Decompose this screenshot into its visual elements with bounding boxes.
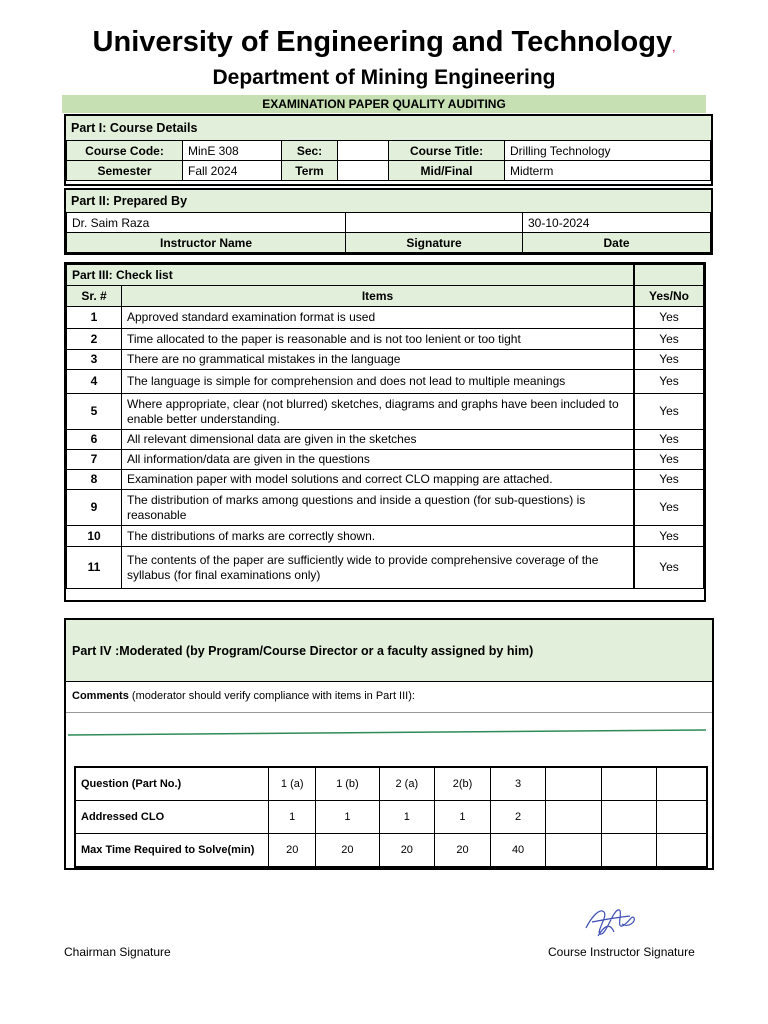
- question-clo-cell: 20: [379, 834, 434, 868]
- question-clo-cell: [657, 767, 707, 801]
- checklist-item: The distributions of marks are correctly shown.: [122, 526, 635, 547]
- sec-label: Sec:: [282, 141, 338, 161]
- checklist-row: [67, 450, 704, 470]
- question-clo-cell: [546, 801, 602, 834]
- question-clo-cell: 40: [491, 834, 546, 868]
- course-code-label: Course Code:: [67, 141, 183, 161]
- question-clo-cell: 20: [434, 834, 490, 868]
- part3-title-blank: [634, 265, 704, 286]
- signature-value: [346, 213, 523, 233]
- checklist-sr: 4: [67, 370, 122, 394]
- instructor-name-value: Dr. Saim Raza: [67, 213, 346, 233]
- col-yesno-header: Yes/No: [634, 286, 704, 307]
- checklist-answer: Yes: [634, 526, 704, 547]
- question-clo-cell: 1: [316, 801, 380, 834]
- question-clo-cell: [602, 767, 657, 801]
- checklist-rows: [67, 307, 704, 589]
- checklist-row: [67, 470, 704, 490]
- checklist-sr: 5: [67, 394, 122, 430]
- checklist-row: [67, 430, 704, 450]
- question-clo-cell: 1 (a): [269, 767, 316, 801]
- question-clo-cell: 2(b): [434, 767, 490, 801]
- question-clo-cell: [602, 834, 657, 868]
- checklist-item: Examination paper with model solutions and correct CLO mapping are attached.: [122, 470, 635, 490]
- checklist-row: [67, 490, 704, 526]
- question-clo-label: Question (Part No.): [75, 767, 269, 801]
- checklist-answer: Yes: [634, 490, 704, 526]
- checklist-sr: 1: [67, 307, 122, 329]
- checklist-item: The language is simple for comprehension and does not lead to multiple meanings: [122, 370, 635, 394]
- question-clo-cell: [546, 834, 602, 868]
- question-clo-cell: 2 (a): [379, 767, 434, 801]
- question-clo-cell: 1 (b): [316, 767, 380, 801]
- term-value: [338, 161, 389, 181]
- question-clo-cell: 1: [269, 801, 316, 834]
- comments-note: (moderator should verify compliance with items in Part III):: [128, 690, 415, 702]
- comments-line: [72, 690, 415, 702]
- university-title: [0, 26, 768, 59]
- chairman-signature-label: Chairman Signature: [64, 945, 171, 959]
- checklist-answer: Yes: [634, 470, 704, 490]
- question-clo-cell: 20: [269, 834, 316, 868]
- question-clo-cell: 3: [491, 767, 546, 801]
- checklist-sr: 6: [67, 430, 122, 450]
- form-banner: EXAMINATION PAPER QUALITY AUDITING: [62, 95, 706, 113]
- title-comma: ,: [672, 40, 676, 54]
- question-clo-cell: [657, 834, 707, 868]
- part1-section: [64, 114, 713, 186]
- question-clo-row: [75, 834, 707, 868]
- checklist-answer: Yes: [634, 307, 704, 329]
- prepared-by-table: [66, 212, 711, 253]
- question-clo-cell: 2: [491, 801, 546, 834]
- checklist-answer: Yes: [634, 547, 704, 589]
- course-title-label: Course Title:: [389, 141, 505, 161]
- instructor-signature-image: [578, 898, 640, 943]
- checklist-sr: 7: [67, 450, 122, 470]
- semester-label: Semester: [67, 161, 183, 181]
- part3-title: Part III: Check list: [67, 265, 635, 286]
- checklist-sr: 2: [67, 329, 122, 350]
- checklist-sr: 8: [67, 470, 122, 490]
- term-label: Term: [282, 161, 338, 181]
- checklist-row: [67, 307, 704, 329]
- checklist-row: [67, 526, 704, 547]
- checklist-answer: Yes: [634, 430, 704, 450]
- part4-section: [64, 618, 714, 870]
- checklist-row: [67, 350, 704, 370]
- sec-value: [338, 141, 389, 161]
- question-clo-cell: [602, 801, 657, 834]
- question-clo-label: Addressed CLO: [75, 801, 269, 834]
- question-clo-table: [74, 766, 708, 868]
- part4-title: [66, 620, 712, 682]
- instructor-name-label: Instructor Name: [67, 233, 346, 253]
- checklist-item: Time allocated to the paper is reasonable and is not too lenient or too tight: [122, 329, 635, 350]
- col-items-header: Items: [122, 286, 635, 307]
- university-name: University of Engineering and Technology: [92, 26, 673, 58]
- part1-title: Part I: Course Details: [66, 116, 711, 140]
- checklist-sr: 3: [67, 350, 122, 370]
- semester-value: Fall 2024: [183, 161, 282, 181]
- checklist-item: Approved standard examination format is used: [122, 307, 635, 329]
- comments-label: Comments: [72, 690, 129, 702]
- col-sr-header: Sr. #: [67, 286, 122, 307]
- comments-divider: [66, 712, 712, 713]
- instructor-signature-label: Course Instructor Signature: [548, 945, 695, 959]
- course-code-value: MinE 308: [183, 141, 282, 161]
- question-clo-cell: 20: [316, 834, 380, 868]
- department-title: Department of Mining Engineering: [212, 66, 556, 89]
- comments-green-line: [66, 720, 712, 740]
- checklist-answer: Yes: [634, 370, 704, 394]
- course-details-table: [66, 140, 711, 181]
- question-clo-cell: [657, 801, 707, 834]
- checklist-item: The contents of the paper are sufficiently wide to provide comprehensive coverage of the syllabus (for final examinations only): [122, 547, 635, 589]
- course-title-value: Drilling Technology: [505, 141, 711, 161]
- part3-section: [64, 262, 706, 602]
- checklist-row: [67, 370, 704, 394]
- checklist-item: All relevant dimensional data are given in the sketches: [122, 430, 635, 450]
- midfinal-label: Mid/Final: [389, 161, 505, 181]
- checklist-item: There are no grammatical mistakes in the language: [122, 350, 635, 370]
- checklist-answer: Yes: [634, 394, 704, 430]
- checklist-sr: 9: [67, 490, 122, 526]
- checklist-item: The distribution of marks among questions and inside a question (for sub-questions) is reasonable: [122, 490, 635, 526]
- question-clo-row: [75, 801, 707, 834]
- question-clo-row: [75, 767, 707, 801]
- part2-title: Part II: Prepared By: [66, 190, 711, 212]
- signature-label: Signature: [346, 233, 523, 253]
- checklist-answer: Yes: [634, 329, 704, 350]
- checklist-row: [67, 547, 704, 589]
- checklist-sr: 11: [67, 547, 122, 589]
- checklist-item: Where appropriate, clear (not blurred) sketches, diagrams and graphs have been included to enable better understanding.: [122, 394, 635, 430]
- checklist-row: [67, 394, 704, 430]
- checklist-item: All information/data are given in the questions: [122, 450, 635, 470]
- checklist-table: [66, 264, 704, 589]
- date-label: Date: [523, 233, 711, 253]
- question-clo-cell: 1: [434, 801, 490, 834]
- date-value: 30-10-2024: [523, 213, 711, 233]
- checklist-sr: 10: [67, 526, 122, 547]
- part4-title-rest: Moderated (by Program/Course Director or a faculty assigned by him): [119, 644, 534, 658]
- question-clo-cell: [546, 767, 602, 801]
- part4-title-prefix: Part IV :: [72, 644, 120, 658]
- question-clo-cell: 1: [379, 801, 434, 834]
- part2-section: [64, 188, 713, 255]
- checklist-answer: Yes: [634, 450, 704, 470]
- midfinal-value: Midterm: [505, 161, 711, 181]
- question-clo-label: Max Time Required to Solve(min): [75, 834, 269, 868]
- checklist-row: [67, 329, 704, 350]
- question-clo-rows: [75, 767, 707, 867]
- checklist-answer: Yes: [634, 350, 704, 370]
